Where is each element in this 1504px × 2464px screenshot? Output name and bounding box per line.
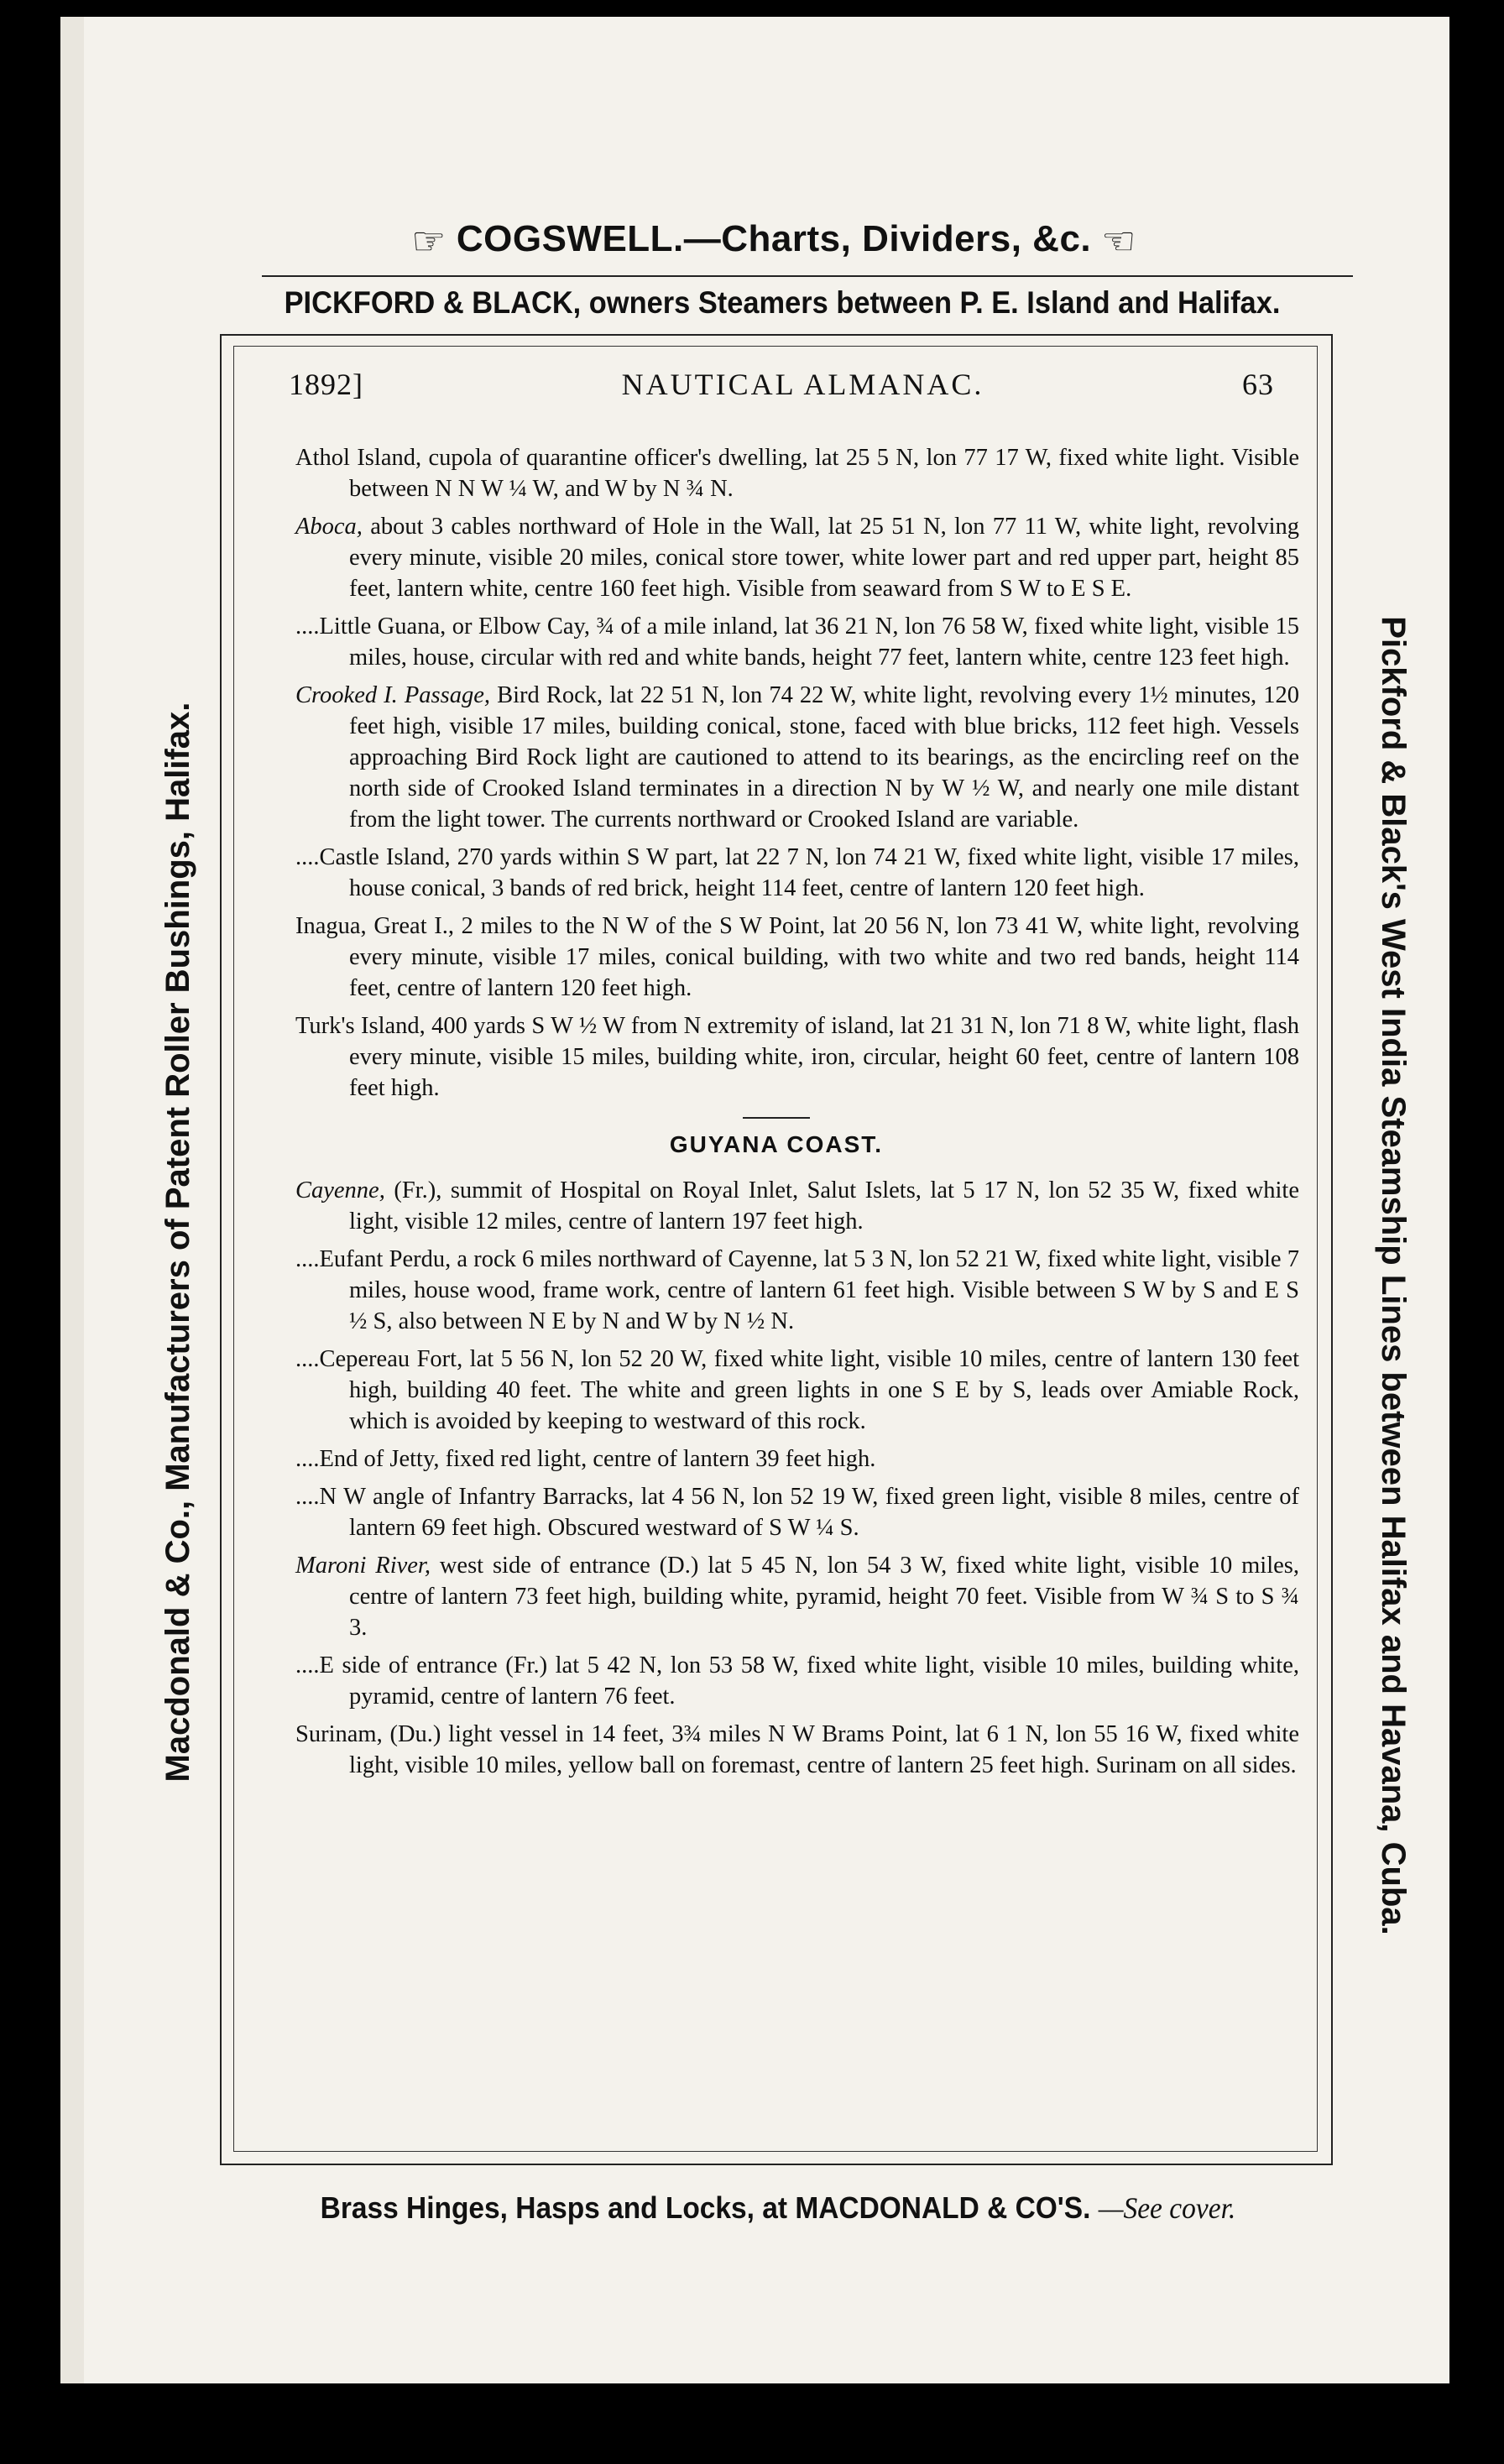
- light-entry: [295, 680, 1299, 835]
- right-side-advert: Pickford & Black's West India Steamship Lines between Halifax and Havana, Cuba.: [1375, 616, 1412, 1935]
- entry-text: Turk's Island, 400 yards S W ½ W from N extremity of island, lat 21 31 N, lon 71 8 W, white light, flash every minute, visible 15 miles, building white, iron, circular, height 60 feet, centre of lantern 108 feet high.: [295, 1013, 1299, 1101]
- light-entry: [295, 911, 1299, 1004]
- running-head: [289, 369, 1274, 400]
- top-advert-text: COGSWELL.—Charts, Dividers, &c.: [456, 218, 1092, 259]
- light-entry: [295, 1175, 1299, 1237]
- pointing-hand-right-icon: ☞: [411, 219, 446, 263]
- footer-advert: [267, 2190, 1289, 2226]
- running-head-title: NAUTICAL ALMANAC.: [621, 368, 984, 401]
- entry-text: west side of entrance (D.) lat 5 45 N, lon 54 3 W, fixed white light, visible 10 miles, centre of lantern 73 feet high, building white, pyramid, height 70 feet. Visible from W ¾ S to S ¾ 3.: [349, 1553, 1299, 1641]
- entry-text: ....Little Guana, or Elbow Cay, ¾ of a mile inland, lat 36 21 N, lon 76 58 W, fixed white light, visible 15 miles, house, circular with red and white bands, height 77 feet, lantern white, centre 123 feet high.: [295, 613, 1299, 671]
- second-advert: PICKFORD & BLACK, owners Steamers between P. E. Island and Halifax.: [284, 285, 1281, 320]
- entry-text: ....N W angle of Infantry Barracks, lat 4 56 N, lon 52 19 W, fixed green light, visible 8 miles, centre of lantern 69 feet high. Obscured westward of S W ¼ S.: [295, 1484, 1299, 1541]
- light-entry: [295, 1244, 1299, 1337]
- light-entry: [295, 1481, 1299, 1543]
- section-divider: [743, 1117, 810, 1119]
- left-side-advert: Macdonald & Co., Manufacturers of Patent Roller Bushings, Halifax.: [159, 702, 196, 1783]
- page-edge: [60, 17, 84, 2383]
- bahamas-entries: [253, 442, 1299, 1104]
- almanac-page: [60, 17, 1449, 2383]
- header-rule: [262, 275, 1353, 277]
- entry-text: ....Eufant Perdu, a rock 6 miles northward of Cayenne, lat 5 3 N, lon 52 21 W, fixed white light, visible 7 miles, house wood, frame work, centre of lantern 61 feet high. Visible between S W by S and E S ½ S, also between N E by N and W by N ½ N.: [295, 1246, 1299, 1334]
- entry-text: about 3 cables northward of Hole in the Wall, lat 25 51 N, lon 77 11 W, white light, revolving every minute, visible 20 miles, conical store tower, white lower part and red upper part, height 85 feet, lantern white, centre 160 feet high. Visible from seaward from S W to E S E.: [349, 514, 1299, 602]
- light-entry: [295, 1719, 1299, 1781]
- page-number: 63: [1242, 368, 1274, 401]
- top-advert: [287, 218, 1261, 264]
- light-entry: [295, 842, 1299, 904]
- entry-text: Surinam, (Du.) light vessel in 14 feet, 3¾ miles N W Brams Point, lat 6 1 N, lon 55 16 W, fixed white light, visible 10 miles, yellow ball on foremast, centre of lantern 25 feet high. Surinam on all sides.: [295, 1721, 1299, 1778]
- light-entry: [295, 511, 1299, 604]
- entry-text: ....End of Jetty, fixed red light, centre of lantern 39 feet high.: [295, 1446, 876, 1472]
- entry-text: Bird Rock, lat 22 51 N, lon 74 22 W, white light, revolving every 1½ minutes, 120 feet high, visible 17 miles, building conical, stone, faced with blue bricks, 112 feet high. Vessels approaching Bird Rock light are cautioned to attend to its bearings, as the encircling reef on the north side of Crooked Island terminates in a direction N by W ½ W, and nearly one mile distant from the light tower. The currents northward or Crooked Island are variable.: [349, 682, 1299, 833]
- entry-text: ....Cepereau Fort, lat 5 56 N, lon 52 20 W, fixed white light, visible 10 miles, centre of lantern 130 feet high, building 40 feet. The white and green lights in one S E by S, leads over Amiable Rock, which is avoided by keeping to westward of this rock.: [295, 1346, 1299, 1434]
- light-entry: [295, 1550, 1299, 1643]
- light-entry: [295, 611, 1299, 673]
- light-entry: [295, 1344, 1299, 1437]
- footer-see-cover: —See cover.: [1098, 2191, 1236, 2225]
- section-heading: GUYANA COAST.: [669, 1131, 884, 1157]
- footer-main: Brass Hinges, Hasps and Locks, at MACDONALD & CO'S.: [320, 2190, 1091, 2225]
- page-content: [253, 369, 1299, 1788]
- light-entry: [295, 1650, 1299, 1712]
- entry-text: (Fr.), summit of Hospital on Royal Inlet, Salut Islets, lat 5 17 N, lon 52 35 W, fixed white light, visible 12 miles, centre of lantern 197 feet high.: [349, 1177, 1299, 1235]
- entry-place-name: Maroni River,: [295, 1553, 431, 1579]
- light-entry: [295, 1010, 1299, 1104]
- entry-place-name: Crooked I. Passage,: [295, 682, 491, 708]
- light-entry: [295, 1443, 1299, 1475]
- entry-text: Athol Island, cupola of quarantine officer's dwelling, lat 25 5 N, lon 77 17 W, fixed white light. Visible between N N W ¼ W, and W by N ¾ N.: [295, 445, 1299, 502]
- entry-place-name: Cayenne,: [295, 1177, 385, 1203]
- entry-text: Inagua, Great I., 2 miles to the N W of the S W Point, lat 20 56 N, lon 73 41 W, white light, revolving every minute, visible 17 miles, conical building, with two white and two red bands, height 114 feet, centre of lantern 120 feet high.: [295, 913, 1299, 1001]
- light-entry: [295, 442, 1299, 504]
- entry-place-name: Aboca,: [295, 514, 363, 540]
- entry-text: ....Castle Island, 270 yards within S W part, lat 22 7 N, lon 74 21 W, fixed white light, visible 17 miles, house conical, 3 bands of red brick, height 114 feet, centre of lantern 120 feet high.: [295, 844, 1299, 901]
- guyana-entries: [253, 1175, 1299, 1781]
- pointing-hand-left-icon: ☜: [1101, 219, 1136, 263]
- entry-text: ....E side of entrance (Fr.) lat 5 42 N, lon 53 58 W, fixed white light, visible 10 miles, building white, pyramid, centre of lantern 76 feet.: [295, 1652, 1299, 1710]
- running-head-year: 1892]: [289, 368, 363, 401]
